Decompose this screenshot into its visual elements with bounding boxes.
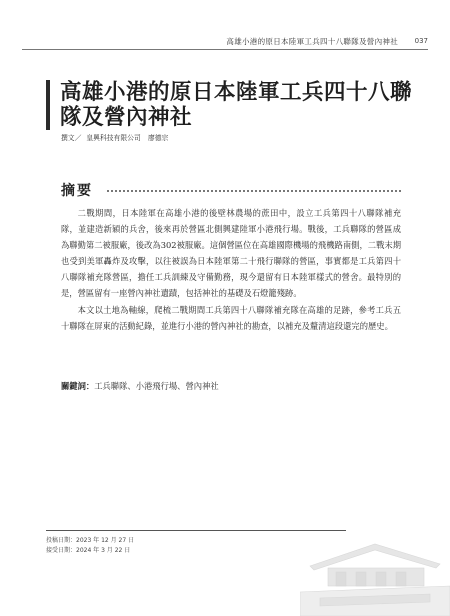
running-head-rule (22, 49, 428, 50)
byline (61, 132, 173, 142)
submission-dates (46, 536, 134, 556)
abstract-body (61, 205, 401, 334)
byline-label: 撰文／ (61, 134, 82, 142)
title-block (46, 80, 430, 130)
submitted-date: 投稿日期：2023 年 12 月 27 日 (46, 537, 135, 544)
abstract-dotted-rule (107, 190, 401, 192)
abstract-heading: 摘要 (61, 180, 97, 200)
accepted-date: 接受日期：2024 年 3 月 22 日 (46, 547, 131, 554)
article-title: 高雄小港的原日本陸軍工兵四十八聯隊及營內神社 (60, 80, 413, 130)
author-affiliation: 皇興科技有限公司 (86, 134, 141, 142)
page-number: 037 (414, 37, 428, 45)
keywords (61, 380, 401, 392)
running-head-title: 高雄小港的原日本陸軍工兵四十八聯隊及營內神社 (226, 37, 398, 46)
abstract-paragraph: 本文以土地為軸線，爬梳二戰期間工兵第四十八聯隊補充隊在高雄的足跡，參考工兵五十聯隊在屏東的活動紀錄，並進行小港的營內神社的勘查，以補充及釐清這段還完的歷史。 (61, 304, 401, 331)
abstract-paragraph: 二戰期間，日本陸軍在高雄小港的後壁林農場的蔗田中，設立工兵第四十八聯隊補充隊，並建造新穎的兵舍，後來再於營區北側興建陸軍小港飛行場。戰後，工兵聯隊的營區成為聯勤第二被服廠，後改為302被服廠。這個營區位在高雄國際機場的飛機路南側，二戰末期也受到美軍轟炸及攻擊，以往被誤為日本陸軍第二十飛行聯隊的營區，事實都是工兵第四十八聯隊補充隊營區，擔任工兵訓練及守備勤務，現今還留有日本陸軍樣式的營舍。最特別的是，營區留有一座營內神社遺蹟，包括神社的基礎及石燈籠殘跡。 (61, 208, 401, 299)
keywords-text: 工兵聯隊、小港飛行場、營內神社 (94, 381, 219, 391)
abstract-header (61, 180, 401, 202)
author-name: 廖德宗 (147, 134, 169, 142)
keywords-label: 關鍵詞： (61, 381, 95, 391)
running-head (0, 36, 450, 50)
temple-watermark-icon (300, 506, 450, 616)
